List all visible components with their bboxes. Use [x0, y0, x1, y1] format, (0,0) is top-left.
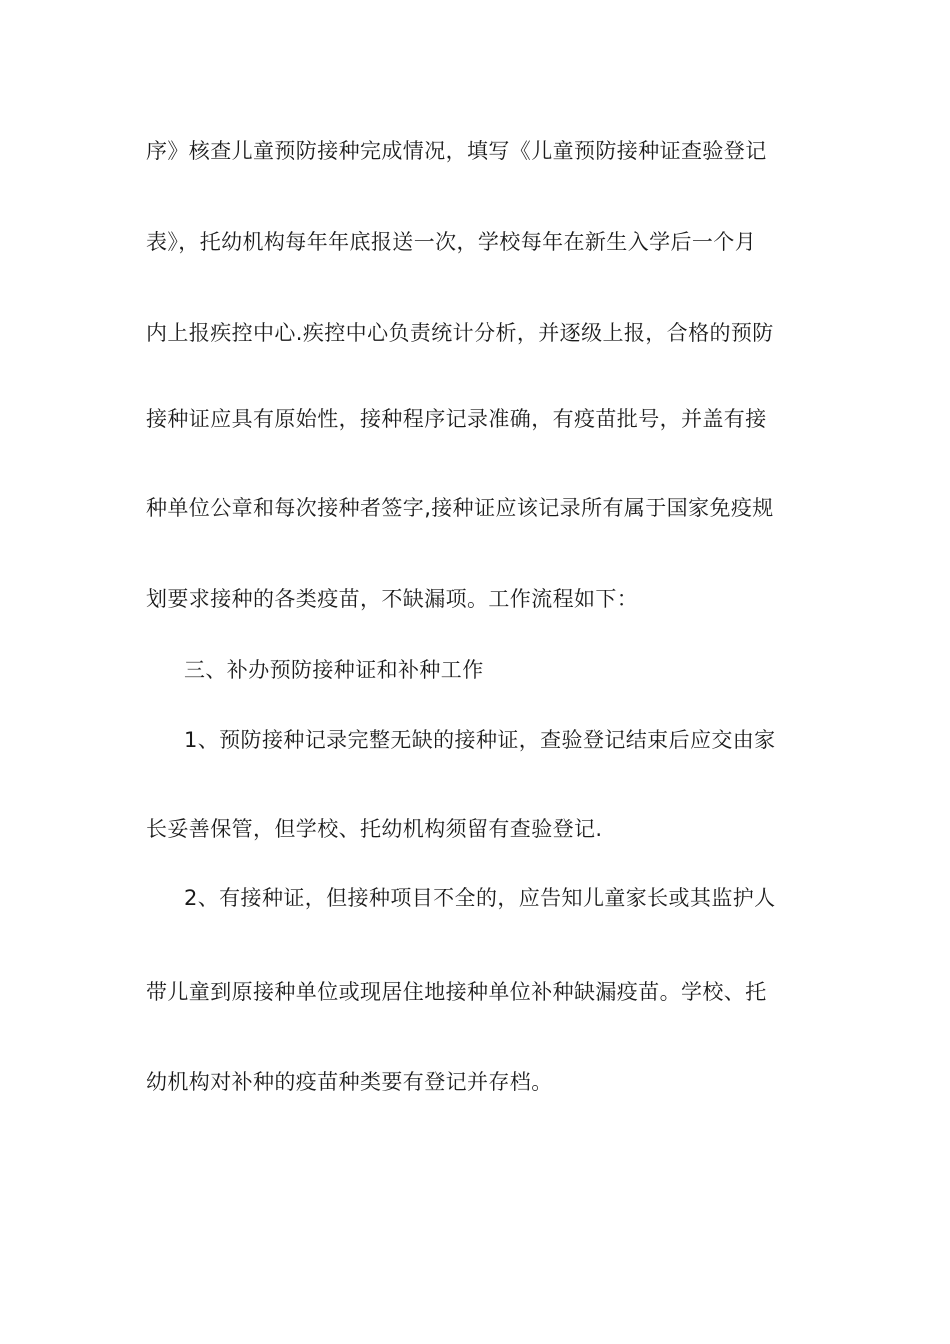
paragraph-line: 划要求接种的各类疫苗，不缺漏项。工作流程如下： — [146, 587, 639, 611]
paragraph-line: 种单位公章和每次接种者签字,接种证应该记录所有属于国家免疫规 — [146, 496, 774, 520]
paragraph-line: 内上报疾控中心.疾控中心负责统计分析，并逐级上报，合格的预防 — [146, 321, 774, 345]
paragraph-line: 幼机构对补种的疫苗种类要有登记并存档。 — [146, 1070, 553, 1094]
paragraph-line: 长妥善保管，但学校、托幼机构须留有查验登记. — [146, 817, 603, 841]
section-heading: 三、补办预防接种证和补种工作 — [184, 658, 484, 682]
paragraph-line: 1、预防接种记录完整无缺的接种证，查验登记结束后应交由家 — [184, 728, 776, 752]
paragraph-line: 2、有接种证，但接种项目不全的，应告知儿童家长或其监护人 — [184, 886, 776, 910]
paragraph-line: 表》，托幼机构每年年底报送一次，学校每年在新生入学后一个月 — [146, 230, 757, 254]
paragraph-line: 序》核查儿童预防接种完成情况，填写《儿童预防接种证查验登记 — [146, 139, 767, 163]
paragraph-line: 接种证应具有原始性，接种程序记录准确，有疫苗批号，并盖有接 — [146, 407, 767, 431]
paragraph-line: 带儿童到原接种单位或现居住地接种单位补种缺漏疫苗。学校、托 — [146, 980, 767, 1004]
